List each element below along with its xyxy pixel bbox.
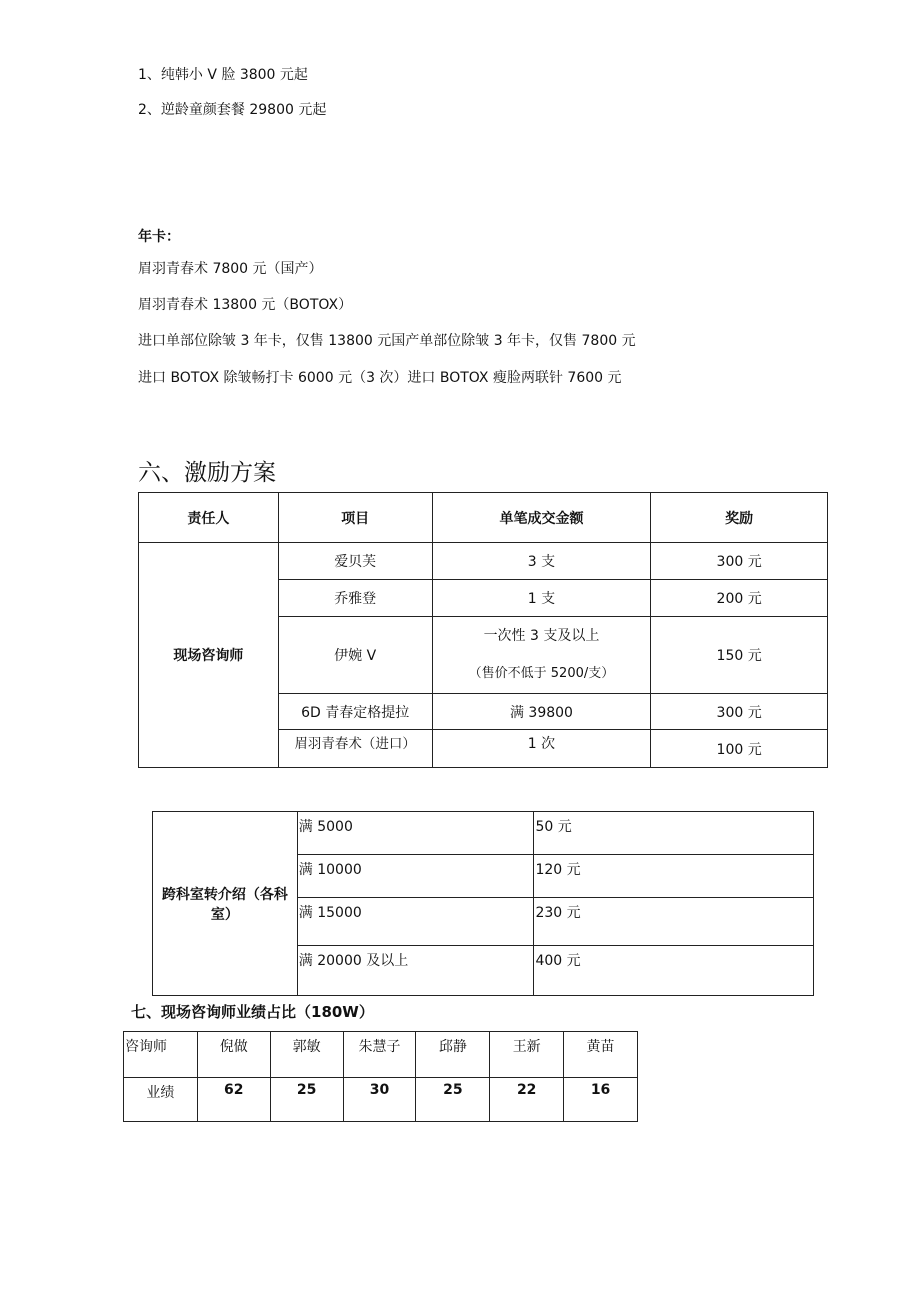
annual-card-title: 年卡： — [138, 229, 180, 245]
performance-label: 业绩 — [124, 1078, 198, 1122]
performance-value: 16 — [564, 1078, 638, 1122]
amount-cell: 满 39800 — [432, 694, 651, 730]
table-header-row — [139, 493, 828, 543]
annual-line-1: 眉羽青春术 7800 元（国产） — [138, 261, 323, 277]
item-cell: 伊婉 V — [278, 617, 432, 694]
reward-cell: 300 元 — [651, 543, 828, 580]
consultant-label: 咨询师 — [124, 1032, 198, 1078]
amount-cell — [432, 617, 651, 694]
header-reward: 奖励 — [651, 493, 828, 543]
threshold-cell: 满 10000 — [297, 855, 534, 898]
item-cell: 爱贝芙 — [278, 543, 432, 580]
performance-value: 30 — [343, 1078, 416, 1122]
table-row — [124, 1032, 638, 1078]
section-7-heading: 七、现场咨询师业绩占比（180W） — [131, 1003, 374, 1021]
reward-cell: 120 元 — [534, 855, 814, 898]
consultant-name: 黄苗 — [564, 1032, 638, 1078]
referral-table — [152, 811, 814, 996]
amount-cell: 1 支 — [432, 580, 651, 617]
threshold-cell: 满 20000 及以上 — [297, 946, 534, 996]
reward-cell: 300 元 — [651, 694, 828, 730]
section-6-heading: 六、激励方案 — [138, 460, 276, 486]
header-owner: 责任人 — [139, 493, 279, 543]
consultant-name: 王新 — [490, 1032, 564, 1078]
promo-line-2: 2、逆龄童颜套餐 29800 元起 — [138, 102, 327, 118]
amount-cell: 1 次 — [432, 730, 651, 768]
reward-cell: 50 元 — [534, 812, 814, 855]
referral-label: 跨科室转介绍（各科室） — [153, 812, 298, 996]
performance-value: 25 — [416, 1078, 490, 1122]
amount-note: （售价不低于 5200/支） — [468, 666, 615, 681]
reward-cell: 100 元 — [651, 730, 828, 768]
consultant-name: 邱静 — [416, 1032, 490, 1078]
item-cell: 乔雅登 — [278, 580, 432, 617]
consultant-name: 朱慧子 — [343, 1032, 416, 1078]
reward-cell: 230 元 — [534, 898, 814, 946]
reward-cell: 200 元 — [651, 580, 828, 617]
reward-cell: 400 元 — [534, 946, 814, 996]
amount-cell: 3 支 — [432, 543, 651, 580]
performance-value: 22 — [490, 1078, 564, 1122]
threshold-cell: 满 15000 — [297, 898, 534, 946]
header-item: 项目 — [278, 493, 432, 543]
performance-table — [123, 1031, 638, 1122]
item-cell: 6D 青春定格提拉 — [278, 694, 432, 730]
performance-value: 62 — [197, 1078, 270, 1122]
amount-line: 一次性 3 支及以上 — [483, 628, 600, 644]
header-amount: 单笔成交金额 — [432, 493, 651, 543]
reward-cell: 150 元 — [651, 617, 828, 694]
annual-line-4: 进口 BOTOX 除皱畅打卡 6000 元（3 次）进口 BOTOX 瘦脸两联针 7600 元 — [138, 370, 622, 386]
consultant-name: 倪做 — [197, 1032, 270, 1078]
table-row — [139, 543, 828, 580]
owner-cell: 现场咨询师 — [139, 543, 279, 768]
annual-line-3: 进口单部位除皱 3 年卡，仅售 13800 元国产单部位除皱 3 年卡，仅售 7800 元 — [138, 333, 636, 349]
performance-value: 25 — [270, 1078, 343, 1122]
threshold-cell: 满 5000 — [297, 812, 534, 855]
table-row — [153, 812, 814, 855]
consultant-name: 郭敏 — [270, 1032, 343, 1078]
table-row — [124, 1078, 638, 1122]
item-cell: 眉羽青春术（进口） — [278, 730, 432, 768]
annual-line-2: 眉羽青春术 13800 元（BOTOX） — [138, 297, 353, 313]
incentive-table — [138, 492, 828, 768]
promo-line-1: 1、纯韩小 V 脸 3800 元起 — [138, 67, 308, 83]
